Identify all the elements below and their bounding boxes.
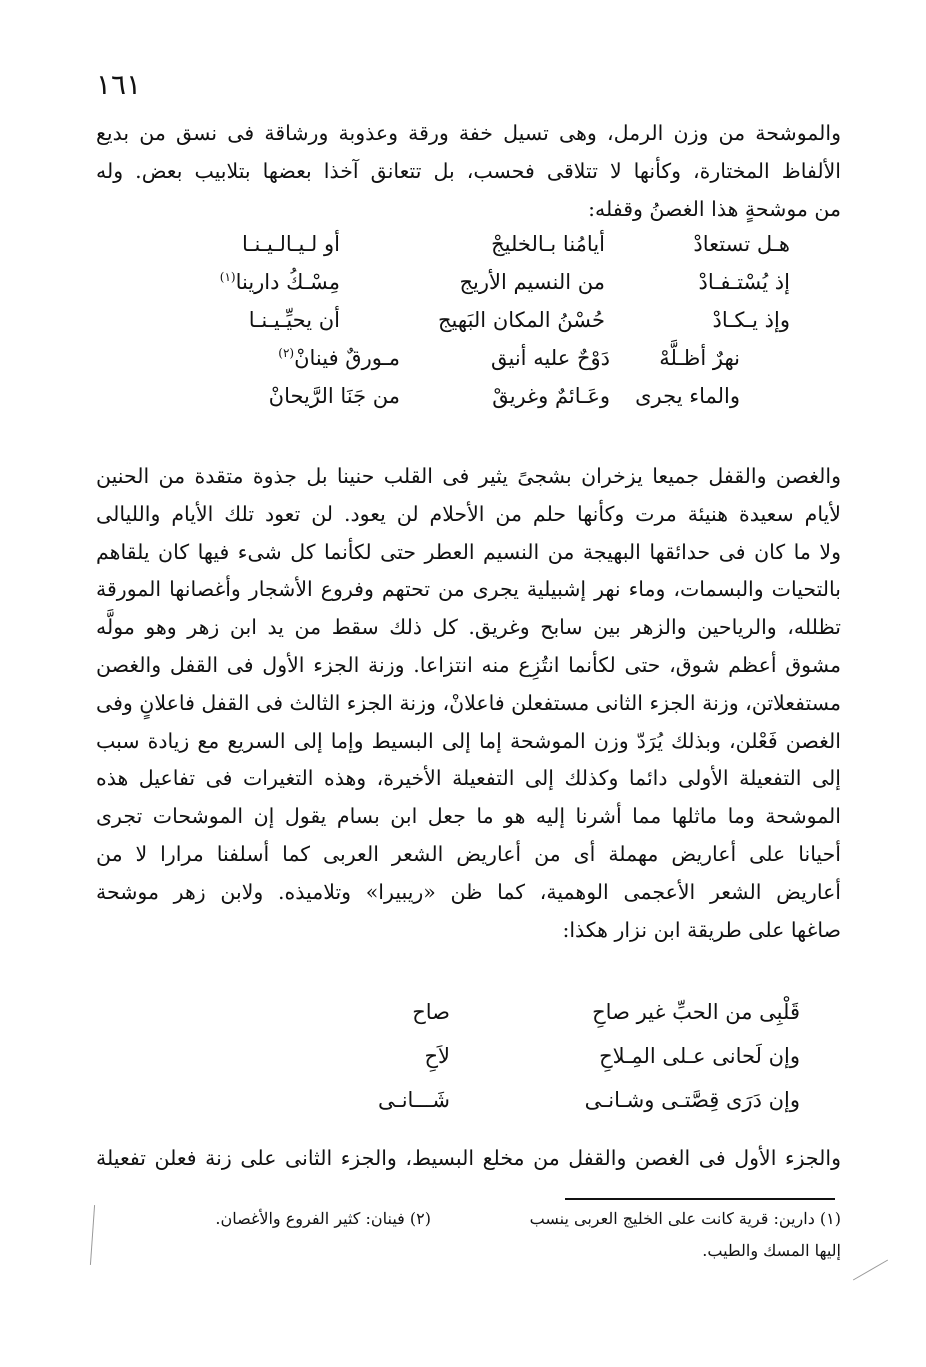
verse-hemistich: إذ يُسْتـفـادْ: [698, 270, 790, 294]
text-line: إلى التفعيلة الأولى دائما وكذلك إلى التفعيلة الأخيرة، وهذه التغيرات فى تفاعيل هذه: [96, 766, 841, 791]
text-line: ولا ما كان فى حدائقها البهيجة من النسيم العطر حتى لكأنما كل شىء فيها كان يلقاهم: [96, 539, 841, 564]
paragraph-intro: [96, 115, 841, 228]
page-number: ١٦١: [96, 68, 142, 101]
text-line: والجزء الأول فى الغصن والقفل من مخلع البسيط، والجزء الثانى على زنة فعلن تفعيلة: [96, 1146, 841, 1170]
muwashshah-verse: [150, 232, 790, 422]
text-line: من موشحةٍ هذا الغصنُ وقفله:: [588, 196, 841, 221]
verse-hemistich: مِسْـكُ دارينا$^{(١)}$: [219, 270, 340, 294]
text-line: الموشحة وما ماثلها مما أشرنا إليه هو ما جعل ابن بسام يقول إن الموشحات تجرى: [96, 804, 841, 829]
scan-artifact: [90, 1205, 95, 1265]
text-line: تظلله، والرياحين والزهر بين سابح وغريق. كل ذلك سقط من يد ابن زهر وهو مولَّه: [96, 615, 841, 640]
verse-hemistich: من النسيم الأريج: [459, 270, 605, 294]
text-line: الغصن فَعْلن، وبذلك يُرَدّ وزن الموشحة إما إلى البسيط وإما إلى السريع مع زيادة سبب: [96, 728, 841, 753]
footnote-2: (٢) فينان: كثير الفروع والأغصان.: [215, 1209, 431, 1228]
verse-hemistich: أيامُنا بـالخليجْ: [491, 232, 605, 256]
text-line: والموشحة من وزن الرمل، وهى تسيل خفة ورقة وعذوبة ورشاقة فى نسق من بديع: [96, 121, 841, 145]
text-line: أعاريض الشعر الأعجمى الوهمية، كما ظن «ريبيرا» وتلاميذه. ولابن زهر موشحة: [96, 879, 841, 904]
verse-hemistich: صاح: [412, 1000, 450, 1024]
verse-hemistich: أن يحيِّـيـنـا: [248, 308, 340, 332]
text-line: لأيام سعيدة هنيئة مرت وكأنها حلم من الأحلام لن يعود. لن تعود تلك الأيام والليالى: [96, 501, 841, 526]
footnote-mark: (٢): [278, 346, 295, 360]
footnote-1: (١) دارين: قرية كانت على الخليج العربى ينسب: [529, 1209, 841, 1228]
text-line: مشوق أعظم شوق، حتى لكأنما انتُزِع منه انتزاعا. وزنة الجزء الأول فى القفل والغصن: [96, 652, 841, 677]
verse-row: [150, 308, 790, 346]
verse-hemistich: هـل تستعادْ: [693, 232, 790, 256]
verse-hemistich: أو لـيـالـيـنـا: [241, 232, 340, 256]
verse-hemistich: حُسْنُ المكان البَهيج: [438, 308, 605, 332]
paragraph-closing: [96, 1140, 841, 1178]
verse-hemistich: من جَنَا الرَّيحانْ: [268, 384, 400, 408]
footnote-divider: [565, 1198, 835, 1200]
verse-hemistich: وإذ يـكـادْ: [712, 308, 790, 332]
text-line: الألفاظ المختارة، وكأنها لا تتلاقى فحسب، بل تتعانق آخذا بعضها بتلابيب بعض. وله: [96, 158, 841, 183]
verse-hemistich: لاَحِ: [424, 1044, 450, 1068]
text-line: مستفعلاتن، وزنة الجزء الثانى مستفعلن فاعلانْ، وزنة الجزء الثالث فى القفل فاعلانٍ وفى: [96, 690, 841, 715]
verse-row: [150, 384, 790, 422]
verse-hemistich: شَـــانـى: [378, 1088, 450, 1112]
verse-hemistich: دَوْحٌ عليه أنيق: [490, 346, 610, 370]
footnote-mark: (١): [219, 270, 236, 284]
verse-hemistich: قَلْبِى من الحبِّ غير صاحِ: [592, 1000, 800, 1024]
verse-row: [320, 1044, 800, 1088]
verse-hemistich: مـورقٌ فينانْ$^{(٢)}$: [278, 346, 400, 370]
verse-hemistich: والماء يجرى: [635, 384, 740, 408]
verse-row: [150, 346, 790, 384]
verse-row: [320, 1000, 800, 1044]
paragraph-analysis: [96, 458, 841, 949]
verse-hemistich: وإن دَرَى قِصَّتـى وشـانـى: [584, 1088, 800, 1112]
text-line: أحيانا على أعاريض مهملة أى من أعاريض الشعر العربى كما أسلفنا مرارا لا من: [96, 841, 841, 866]
verse-hemistich: نهرٌ أظـلَّهْ: [659, 346, 740, 370]
text-line: والغصن والقفل جميعا يزخران بشجىً يثير فى القلب حنينا بل جذوة متقدة من الحنين: [96, 464, 841, 488]
footnote-1-continued: إليها المسك والطيب.: [702, 1241, 841, 1260]
text-line: بالتحيات والبسمات، وماء نهر إشبيلية يجرى من تحتهم وفروع الأشجار وأغصانها المورقة: [96, 577, 841, 602]
verse-row: [150, 232, 790, 270]
ibn-zuhr-verse: [320, 1000, 800, 1132]
verse-hemistich: وعَـائمٌ وغريقْ: [492, 384, 610, 408]
scan-artifact: [853, 1260, 888, 1281]
verse-row: [320, 1088, 800, 1132]
verse-row: [150, 270, 790, 308]
verse-hemistich: وإن لَحانى عـلى المِـلاحِ: [599, 1044, 800, 1068]
text-line: صاغها على طريقة ابن نزار هكذا:: [562, 917, 841, 942]
